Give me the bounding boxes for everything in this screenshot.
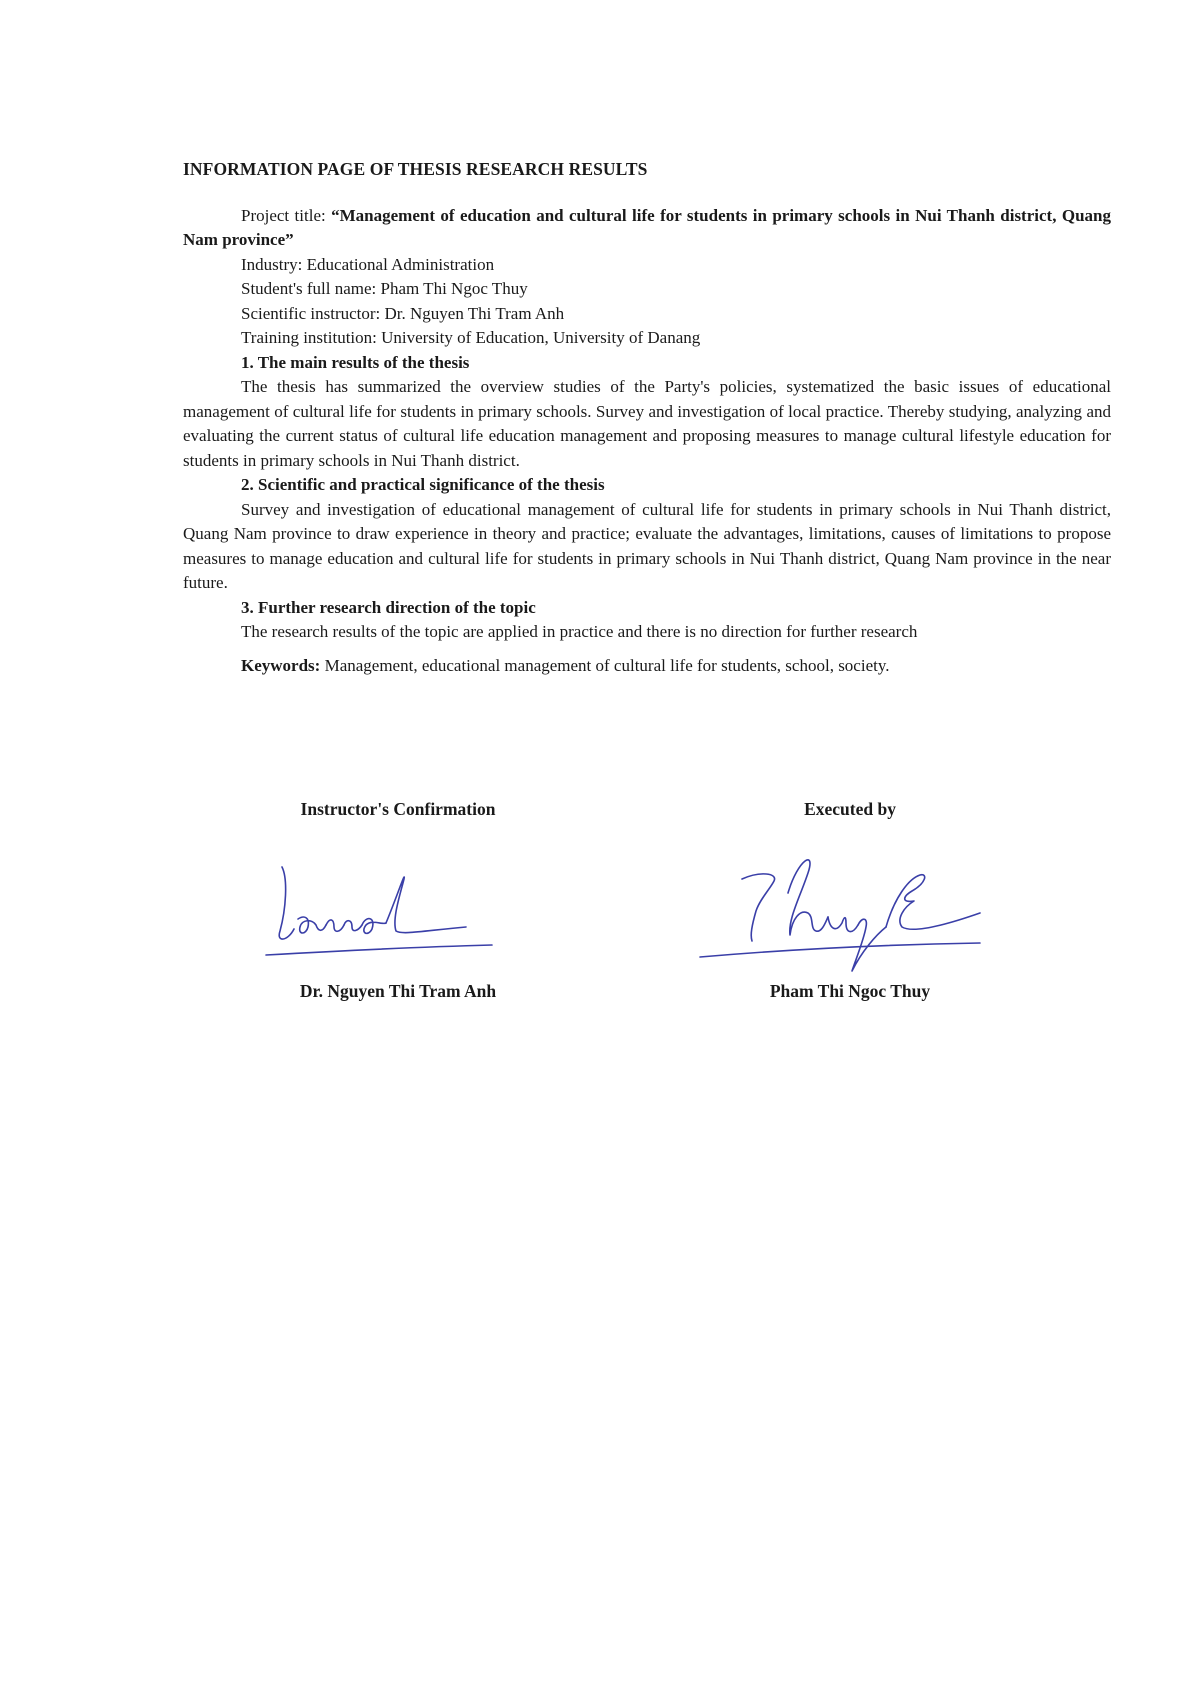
instructor-confirmation-title: Instructor's Confirmation [300,799,496,819]
project-title-prefix: Project title: [241,205,332,225]
student-signature [680,839,1020,979]
section-3-heading: 3. Further research direction of the topic [241,597,536,617]
keywords-label: Keywords: [241,655,321,675]
instructor-line: Scientific instructor: Dr. Nguyen Thi Tram Anh [241,303,565,323]
instructor-signature [236,839,560,979]
project-title-paragraph [183,204,1111,253]
section-2-body: Survey and investigation of educational management of cultural life for students in primary schools in Nui Thanh district, Quang Nam province to draw experience in theory and practice; evaluate the advantages, limitations, causes of limitations to propose measures to manage education and cultural life for students in primary schools in Nui Thanh district, Quang Nam province in the near future. [183,499,1111,592]
executed-by-title: Executed by [804,799,896,819]
document-body [183,157,1111,678]
student-name: Pham Thi Ngoc Thuy [769,981,931,1001]
instructor-name: Dr. Nguyen Thi Tram Anh [299,981,497,1001]
industry-line: Industry: Educational Administration [241,254,495,274]
institution-line: Training institution: University of Education, University of Danang [241,328,701,347]
keywords-line [183,654,1111,679]
keywords-text: Management, educational management of cultural life for students, school, society. [320,655,890,675]
project-title: “Management of education and cultural life for students in primary schools in Nui Thanh district, Quang Nam province” [183,205,1111,249]
section-2-heading: 2. Scientific and practical significance of the thesis [241,475,605,494]
section-1-body: The thesis has summarized the overview studies of the Party's policies, systematized the basic issues of educational management of cultural life for students in primary schools. Survey and investigation of local practice. Thereby studying, analyzing and evaluating the current status of cultural life education management and proposing measures to manage cultural lifestyle education for students in primary schools in Nui Thanh district. [183,377,1111,470]
section-1-heading: 1. The main results of the thesis [241,352,470,372]
section-3-body: The research results of the topic are applied in practice and there is no direction for further research [241,622,918,641]
document-heading: INFORMATION PAGE OF THESIS RESEARCH RESULTS [183,159,648,179]
student-name-line: Student's full name: Pham Thi Ngoc Thuy [241,279,528,298]
